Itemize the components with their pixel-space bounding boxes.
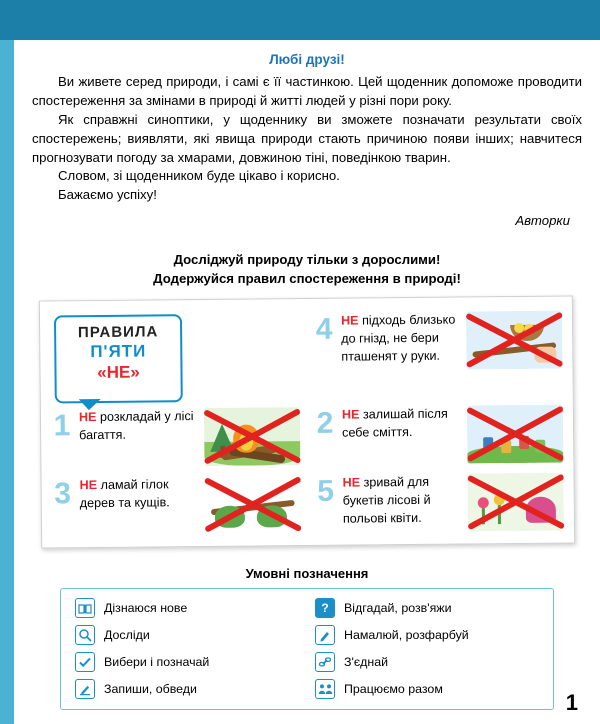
rule-illustration-nest (466, 311, 563, 370)
legend-item-label: Досліди (104, 628, 150, 643)
litter-shape (519, 436, 529, 449)
flame-shape (239, 433, 253, 451)
rule-body: залишай після себе сміття. (342, 407, 448, 440)
rule-negation: НЕ (78, 410, 97, 425)
intro-paragraph-4: Бажаємо успіху! (58, 187, 157, 203)
chick-shape (524, 324, 534, 334)
legend-item (315, 598, 543, 618)
rule-illustration-campfire (204, 407, 301, 466)
rule-item (312, 469, 566, 537)
rule-item (49, 471, 303, 539)
rule-number: 5 (317, 475, 335, 509)
legend-title: Умовні позначення (245, 566, 369, 582)
rule-item (312, 401, 566, 469)
rule-body: ламай гілок дерев та кущів. (79, 477, 170, 511)
litter-shape (535, 440, 545, 453)
legend-item-label: Запиши, обведи (104, 682, 197, 697)
link-icon (315, 652, 335, 672)
legend-item (75, 598, 303, 618)
legend-item-label: Намалюй, розфарбуй (344, 628, 469, 643)
legend-item-label: З'єднай (344, 655, 389, 670)
flower-stem-shape (498, 503, 501, 525)
rule-text (343, 474, 463, 529)
rule-number: 2 (316, 407, 334, 441)
pencil-write-icon (75, 679, 95, 699)
intro-section (32, 40, 582, 228)
rules-badge-line-3: «НЕ» (97, 363, 140, 383)
rule-item (311, 307, 565, 401)
legend-item (75, 679, 303, 699)
decorative-bar-top-left (0, 0, 14, 40)
legend-item (75, 652, 303, 672)
page-number: 1 (565, 690, 578, 715)
intro-title: Любі друзі! (269, 52, 345, 67)
rule-illustration-litter (467, 405, 564, 464)
intro-paragraph-2: Як справжні синоптики, у щоденнику ви зможете позначати результати своїх спостережень; виявляти, які явища природи стають причиною появи інших; навчитеся прогнозувати погоду за хмарами, довжиною тіні, поведінкою тварин. (32, 111, 582, 165)
magnifier-icon (75, 625, 95, 645)
rules-badge-line-2: П'ЯТИ (90, 341, 147, 362)
legend-item-label: Працюємо разом (344, 682, 443, 697)
rule-number: 4 (315, 313, 333, 347)
rule-number: 3 (54, 477, 72, 511)
bouquet-shape (526, 497, 556, 523)
open-book-icon (75, 598, 95, 618)
rule-negation: НЕ (341, 407, 360, 423)
legend-item-label: Вибери і позначай (104, 655, 210, 670)
rules-heading (32, 250, 582, 288)
question-mark-icon (315, 598, 335, 618)
rule-text (341, 312, 461, 367)
legend-item-label: Дізнаюся нове (104, 601, 188, 616)
legend-item (75, 625, 303, 645)
rule-negation: НЕ (342, 475, 361, 491)
bush-shape (215, 506, 245, 528)
legend-item (315, 652, 543, 672)
chick-shape (514, 323, 524, 333)
legend-item (315, 625, 543, 645)
people-group-icon (315, 679, 335, 699)
page-content (14, 40, 600, 724)
rules-badge (54, 315, 183, 404)
rules-heading-line-2: Додержуйся правил спостереження в природі! (153, 271, 461, 287)
rule-body: розкладай у лісі багаття. (79, 409, 194, 443)
rule-negation: НЕ (340, 313, 359, 329)
legend-item-label: Відгадай, розв'яжи (344, 601, 452, 616)
rule-text (342, 406, 461, 443)
intro-paragraph-3: Словом, зі щоденником буде цікаво і корисно. (58, 168, 340, 184)
rules-grid (48, 307, 566, 540)
rule-item (49, 403, 303, 471)
intro-signature: Авторки (515, 213, 570, 229)
rules-heading-line-1: Досліджуй природу тільки з дорослими! (173, 252, 441, 268)
intro-paragraph-1: Ви живете серед природи, і самі є її частинкою. Цей щоденник допоможе проводити спостереження за змінами в природі й житті людей у різні пори року. (32, 74, 582, 108)
grass-shape (467, 446, 563, 464)
hand-shape (534, 347, 556, 363)
rule-text (79, 408, 198, 445)
rule-number: 1 (53, 409, 71, 443)
rule-body: підходь близько до гнізд, не бери пташенят у руки. (341, 312, 456, 364)
rule-illustration-branch (205, 475, 302, 534)
checkmark-icon (75, 652, 95, 672)
decorative-bar-top (14, 0, 600, 40)
rule-body: зривай для букетів лісові й польові квіти. (342, 475, 431, 526)
legend-item (315, 679, 543, 699)
paint-brush-icon (315, 625, 335, 645)
rule-negation: НЕ (79, 478, 98, 493)
bush-shape (257, 506, 287, 528)
question-mark-glyph: ? (321, 601, 329, 616)
rules-badge-line-1: ПРАВИЛА (77, 323, 159, 342)
litter-shape (501, 440, 511, 453)
rule-text (80, 476, 199, 513)
decorative-bar-left (0, 40, 14, 724)
litter-shape (483, 438, 493, 451)
rule-illustration-flowers (468, 473, 565, 532)
rules-card (39, 296, 575, 549)
legend-box (60, 588, 554, 710)
